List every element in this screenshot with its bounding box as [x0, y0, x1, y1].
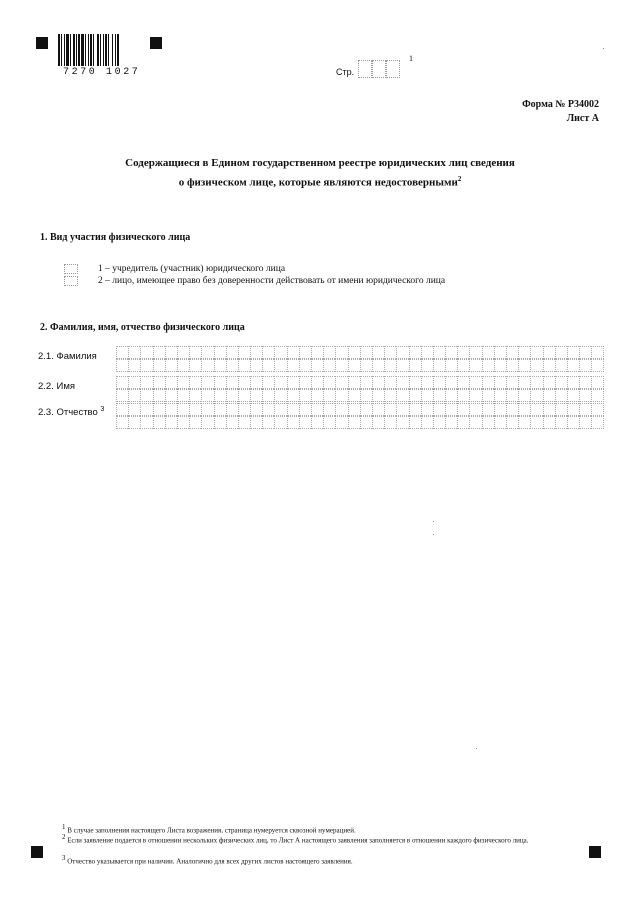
- section-1-heading: 1. Вид участия физического лица: [40, 232, 191, 243]
- footnote-3-text: Отчество указывается при наличии. Аналогично для всех других листов настоящего заявления.: [67, 857, 353, 866]
- patronymic-label-text: 2.3. Отчество: [38, 407, 98, 419]
- patronymic-footnote-ref: 3: [100, 406, 105, 413]
- patronymic-grid-row-1[interactable]: [116, 403, 604, 416]
- form-number: Форма № Р34002: [522, 99, 599, 110]
- title-footnote-ref: 2: [457, 175, 462, 183]
- participation-option-1: 1 – учредитель (участник) юридического лица: [98, 264, 286, 274]
- registration-marker-bottom-left: [31, 846, 43, 858]
- scan-speck: [603, 48, 604, 49]
- footnote-1-ref: 1: [62, 823, 66, 831]
- page-number-cells[interactable]: [358, 60, 400, 78]
- footnote-2: [62, 833, 542, 845]
- barcode-number: 7270 1027: [63, 67, 141, 78]
- footnote-3-ref: 3: [62, 854, 66, 862]
- registration-marker-top-right: [150, 37, 162, 49]
- footnote-3: [62, 854, 542, 866]
- registration-marker-top-left: [36, 37, 48, 49]
- footnote-2-text: Если заявление подается в отношении нескольких физических лиц, то Лист А настоящего заявления заполняется в отношении каждого физического лица.: [67, 836, 529, 845]
- footnote-1-text: В случае заполнения настоящего Листа возражения, страница нумеруется сквозной нумерацией.: [67, 826, 356, 835]
- first-name-label: 2.2. Имя: [38, 381, 75, 392]
- participation-type-cell-2[interactable]: [64, 276, 78, 286]
- title-line-2: о физическом лице, которые являются недостоверными: [178, 176, 458, 189]
- page-label: Стр.: [336, 67, 355, 77]
- page-number-value: 1: [409, 54, 413, 63]
- first-name-grid-row-1[interactable]: [116, 376, 604, 389]
- footnote-2-ref: 2: [62, 833, 66, 841]
- participation-type-cell-1[interactable]: [64, 264, 78, 274]
- surname-grid-row-2[interactable]: [116, 359, 604, 372]
- surname-grid-row-1[interactable]: [116, 346, 604, 359]
- patronymic-label: [38, 406, 104, 418]
- patronymic-grid-row-2[interactable]: [116, 416, 604, 429]
- participation-option-2: 2 – лицо, имеющее право без доверенности действовать от имени юридического лица: [98, 276, 446, 286]
- registration-marker-bottom-right: [589, 846, 601, 858]
- section-2-heading: 2. Фамилия, имя, отчество физического лица: [40, 322, 245, 333]
- title-line-1: Содержащиеся в Едином государственном реестре юридических лиц сведения: [125, 157, 515, 169]
- surname-label: 2.1. Фамилия: [38, 351, 97, 362]
- barcode-image: [58, 34, 140, 66]
- scan-speck: [433, 534, 434, 535]
- scan-speck: [433, 521, 434, 522]
- scan-speck: [476, 748, 477, 749]
- sheet-label: Лист А: [566, 113, 599, 124]
- page-title: [100, 155, 540, 191]
- first-name-grid-row-2[interactable]: [116, 389, 604, 402]
